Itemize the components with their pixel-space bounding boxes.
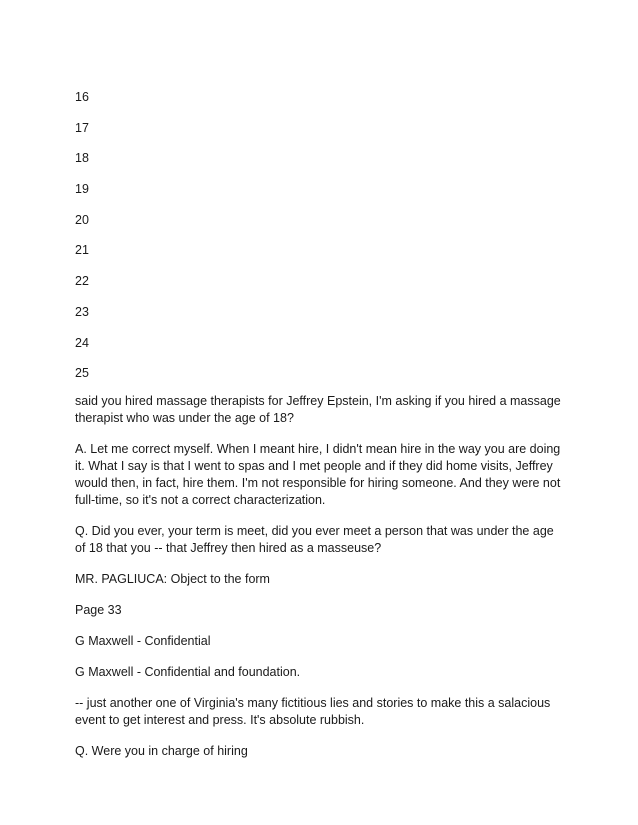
line-number: 22 xyxy=(75,274,89,289)
line-number: 21 xyxy=(75,243,89,258)
confidential-header-continued: G Maxwell - Confidential and foundation. xyxy=(75,665,301,680)
line-number: 18 xyxy=(75,151,89,166)
answer-paragraph-continued: -- just another one of Virginia's many fictitious lies and stories to make this a salacious event to get interest and press. It's absolute rubbish. xyxy=(75,696,551,728)
confidential-header: G Maxwell - Confidential xyxy=(75,634,211,649)
page-label: Page 33 xyxy=(75,603,122,618)
transcript-body xyxy=(75,393,568,760)
line-number: 20 xyxy=(75,212,89,227)
line-number: 25 xyxy=(75,366,89,381)
line-number: 16 xyxy=(75,90,89,104)
question-paragraph-final: Q. Were you in charge of hiring xyxy=(75,744,248,759)
objection-paragraph: MR. PAGLIUCA: Object to the form xyxy=(75,572,270,587)
line-number: 23 xyxy=(75,304,89,319)
line-number: 17 xyxy=(75,120,89,135)
line-number-column xyxy=(75,90,568,381)
line-number: 19 xyxy=(75,182,89,197)
transcript-paragraph: said you hired massage therapists for Jeffrey Epstein, I'm asking if you hired a massage therapist who was under the age of 18? xyxy=(75,394,561,426)
question-paragraph: Q. Did you ever, your term is meet, did you ever meet a person that was under the age of 18 that you -- that Jeffrey then hired as a masseuse? xyxy=(75,524,554,556)
line-number: 24 xyxy=(75,335,89,350)
answer-paragraph: A. Let me correct myself. When I meant hire, I didn't mean hire in the way you are doing it. What I say is that I went to spas and I met people and if they did home visits, Jeffrey would then, in fact, hire them. I'm not responsible for hiring someone. And they were not full-time, so it's not a correct characterization. xyxy=(75,442,561,508)
